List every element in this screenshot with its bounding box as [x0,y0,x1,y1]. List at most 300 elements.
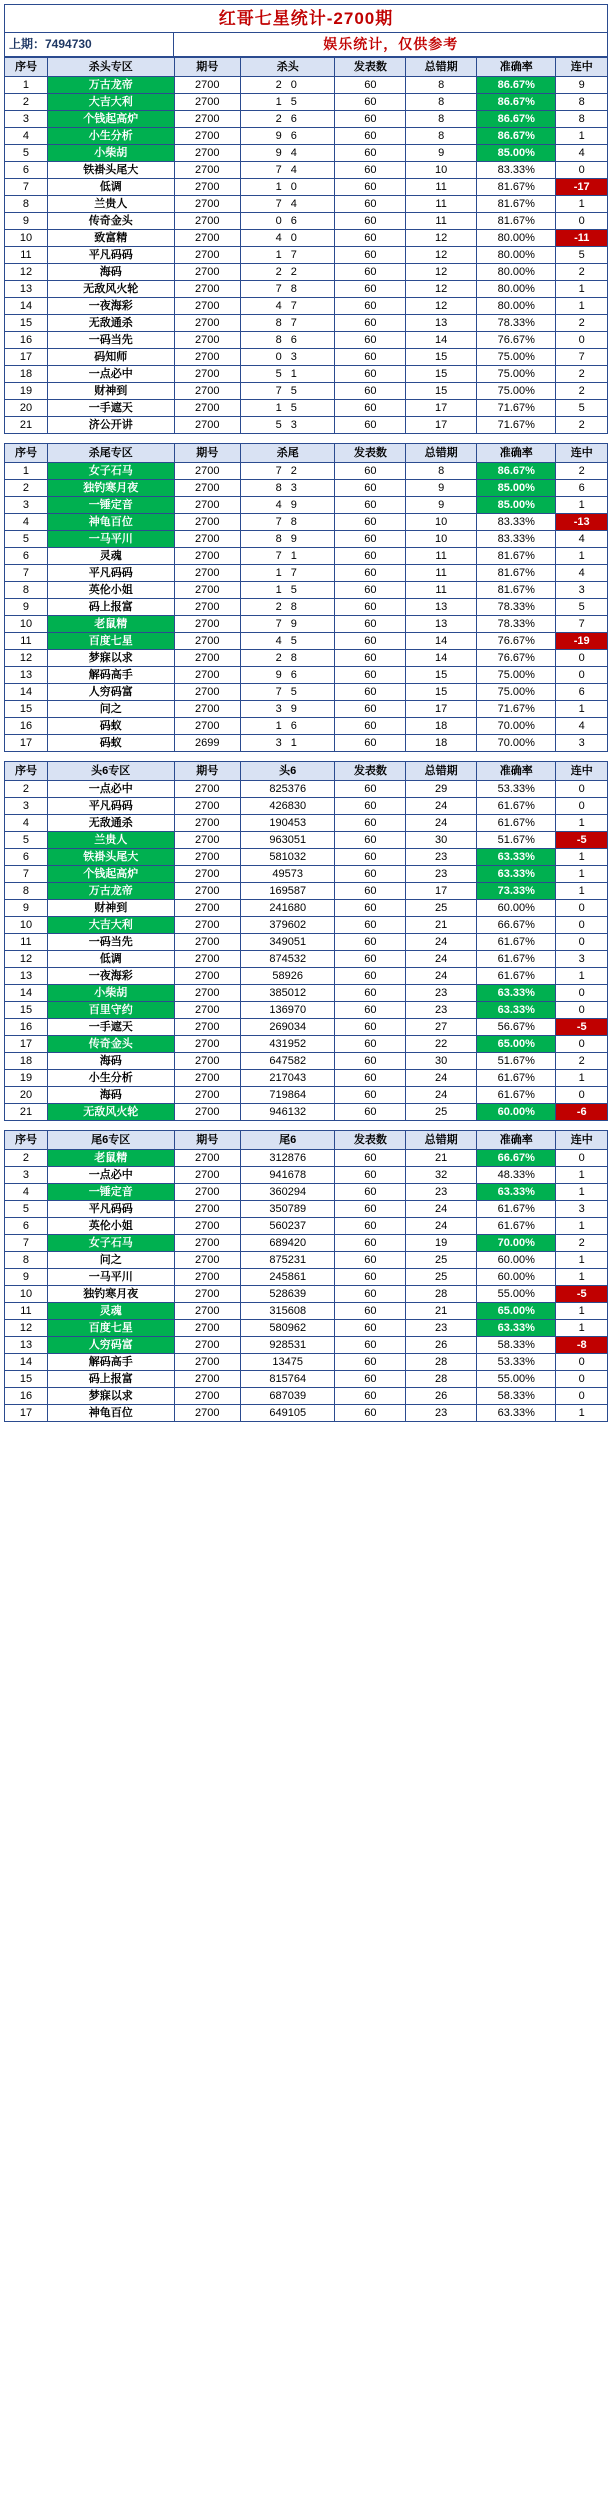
cell-streak: 4 [556,531,608,548]
cell-author-name[interactable]: 女子石马 [47,1235,174,1252]
cell-accuracy: 81.67% [477,196,556,213]
cell-count: 60 [335,281,406,298]
cell-index: 19 [5,383,48,400]
cell-author-name[interactable]: 女子石马 [47,463,174,480]
cell-value: 8 9 [241,531,335,548]
cell-author-name[interactable]: 海码 [47,264,174,281]
cell-period: 2700 [174,179,241,196]
cell-accuracy: 63.33% [477,1320,556,1337]
cell-author-name[interactable]: 英伦小姐 [47,582,174,599]
cell-accuracy: 81.67% [477,548,556,565]
col-header-zone[interactable]: 杀头专区 [47,58,174,77]
table-gap [4,752,608,761]
cell-author-name[interactable]: 一点必中 [47,1167,174,1184]
cell-value: 0 3 [241,349,335,366]
cell-author-name[interactable]: 铁褂头尾大 [47,849,174,866]
cell-index: 6 [5,1218,48,1235]
table-header-row [5,1131,608,1150]
cell-author-name[interactable]: 一锤定音 [47,497,174,514]
cell-author-name[interactable]: 独钓寒月夜 [47,1286,174,1303]
cell-period: 2700 [174,1019,241,1036]
cell-value: 7 4 [241,196,335,213]
col-header-count[interactable]: 发表数 [335,1131,406,1150]
cell-period: 2700 [174,298,241,315]
cell-value: 7 5 [241,684,335,701]
cell-author-name[interactable]: 一手遮天 [47,1019,174,1036]
cell-author-name[interactable]: 独钓寒月夜 [47,480,174,497]
cell-value: 190453 [241,815,335,832]
cell-author-name[interactable]: 铁褂头尾大 [47,162,174,179]
cell-author-name[interactable]: 一锤定音 [47,1184,174,1201]
cell-period: 2700 [174,94,241,111]
col-header-total-err[interactable]: 总错期 [406,1131,477,1150]
cell-index: 10 [5,917,48,934]
cell-count: 60 [335,616,406,633]
cell-streak: 1 [556,196,608,213]
table-row [5,934,608,951]
cell-author-name[interactable]: 百度七星 [47,1320,174,1337]
table-row [5,145,608,162]
cell-index: 5 [5,145,48,162]
cell-index: 10 [5,616,48,633]
cell-total-error: 24 [406,1201,477,1218]
col-header-accuracy[interactable]: 准确率 [477,444,556,463]
cell-total-error: 25 [406,1104,477,1121]
cell-count: 60 [335,1002,406,1019]
col-header-total-err[interactable]: 总错期 [406,444,477,463]
cell-author-name[interactable]: 灵魂 [47,548,174,565]
col-header-accuracy[interactable]: 准确率 [477,762,556,781]
col-header-value[interactable]: 头6 [241,762,335,781]
cell-total-error: 26 [406,1388,477,1405]
cell-author-name[interactable]: 码知师 [47,349,174,366]
cell-author-name[interactable]: 人穷码富 [47,684,174,701]
cell-total-error: 8 [406,111,477,128]
cell-accuracy: 78.33% [477,616,556,633]
cell-author-name[interactable]: 小生分析 [47,1070,174,1087]
cell-streak: 1 [556,866,608,883]
cell-count: 60 [335,1388,406,1405]
cell-author-name[interactable]: 兰贵人 [47,832,174,849]
cell-count: 60 [335,866,406,883]
cell-streak: 1 [556,1303,608,1320]
col-header-streak[interactable]: 连中 [556,1131,608,1150]
cell-period: 2700 [174,798,241,815]
cell-value: 8 6 [241,332,335,349]
cell-author-name[interactable]: 老鼠精 [47,1150,174,1167]
cell-author-name[interactable]: 梦寐以求 [47,1388,174,1405]
cell-count: 60 [335,145,406,162]
cell-author-name[interactable]: 百度七星 [47,633,174,650]
cell-author-name[interactable]: 问之 [47,1252,174,1269]
col-header-accuracy[interactable]: 准确率 [477,1131,556,1150]
cell-period: 2700 [174,332,241,349]
title-row [5,5,608,33]
cell-count: 60 [335,650,406,667]
col-header-streak[interactable]: 连中 [556,58,608,77]
cell-author-name[interactable]: 海码 [47,1087,174,1104]
cell-index: 4 [5,514,48,531]
col-header-index[interactable]: 序号 [5,1131,48,1150]
cell-author-name[interactable]: 码蚁 [47,735,174,752]
cell-author-name[interactable]: 码上报富 [47,1371,174,1388]
page-title: 红哥七星统计-2700期 [5,5,608,33]
cell-author-name[interactable]: 一夜海彩 [47,968,174,985]
cell-author-name[interactable]: 万古龙帝 [47,77,174,94]
cell-accuracy: 81.67% [477,179,556,196]
cell-accuracy: 86.67% [477,77,556,94]
cell-count: 60 [335,315,406,332]
cell-accuracy: 85.00% [477,497,556,514]
col-header-zone[interactable]: 尾6专区 [47,1131,174,1150]
table-row [5,213,608,230]
cell-author-name[interactable]: 灵魂 [47,1303,174,1320]
cell-index: 1 [5,77,48,94]
cell-total-error: 11 [406,196,477,213]
cell-streak: -6 [556,1104,608,1121]
cell-accuracy: 61.67% [477,934,556,951]
cell-index: 3 [5,111,48,128]
table-row [5,718,608,735]
col-header-period[interactable]: 期号 [174,1131,241,1150]
cell-value: 385012 [241,985,335,1002]
cell-author-name[interactable]: 神龟百位 [47,1405,174,1422]
cell-author-name[interactable]: 大吉大利 [47,94,174,111]
col-header-accuracy[interactable]: 准确率 [477,58,556,77]
cell-author-name[interactable]: 小柴胡 [47,145,174,162]
cell-value: 245861 [241,1269,335,1286]
cell-accuracy: 65.00% [477,1036,556,1053]
cell-count: 60 [335,599,406,616]
cell-period: 2700 [174,128,241,145]
col-header-count[interactable]: 发表数 [335,762,406,781]
cell-index: 7 [5,1235,48,1252]
cell-author-name[interactable]: 致富精 [47,230,174,247]
cell-accuracy: 75.00% [477,349,556,366]
cell-count: 60 [335,849,406,866]
cell-period: 2700 [174,1388,241,1405]
cell-value: 580962 [241,1320,335,1337]
cell-author-name[interactable]: 无敌风火轮 [47,1104,174,1121]
table-row [5,883,608,900]
table-row [5,582,608,599]
table-row [5,111,608,128]
cell-period: 2700 [174,213,241,230]
cell-total-error: 17 [406,417,477,434]
cell-author-name[interactable]: 一马平川 [47,531,174,548]
cell-author-name[interactable]: 万古龙帝 [47,883,174,900]
cell-author-name[interactable]: 码上报富 [47,599,174,616]
cell-index: 17 [5,735,48,752]
cell-accuracy: 83.33% [477,162,556,179]
cell-author-name[interactable]: 一码当先 [47,332,174,349]
cell-count: 60 [335,332,406,349]
cell-accuracy: 51.67% [477,832,556,849]
cell-period: 2700 [174,230,241,247]
cell-streak: 0 [556,1354,608,1371]
cell-total-error: 30 [406,1053,477,1070]
cell-value: 136970 [241,1002,335,1019]
cell-total-error: 14 [406,332,477,349]
table-row [5,1371,608,1388]
cell-total-error: 8 [406,94,477,111]
cell-author-name[interactable]: 一点必中 [47,781,174,798]
col-header-value[interactable]: 杀尾 [241,444,335,463]
cell-accuracy: 60.00% [477,1104,556,1121]
cell-author-name[interactable]: 无敌通杀 [47,815,174,832]
cell-accuracy: 70.00% [477,718,556,735]
table-row [5,383,608,400]
cell-count: 60 [335,366,406,383]
table-row [5,1002,608,1019]
cell-streak: 1 [556,1184,608,1201]
cell-author-name[interactable]: 低调 [47,179,174,196]
cell-count: 60 [335,701,406,718]
col-header-index[interactable]: 序号 [5,762,48,781]
cell-accuracy: 76.67% [477,633,556,650]
cell-author-name[interactable]: 平凡码码 [47,1201,174,1218]
cell-streak: 5 [556,400,608,417]
table-row [5,247,608,264]
cell-accuracy: 71.67% [477,400,556,417]
cell-author-name[interactable]: 一马平川 [47,1269,174,1286]
cell-streak: 1 [556,298,608,315]
cell-value: 9 4 [241,145,335,162]
cell-value: 4 5 [241,633,335,650]
cell-streak: 0 [556,1087,608,1104]
cell-streak: 1 [556,849,608,866]
cell-streak: 1 [556,128,608,145]
col-header-streak[interactable]: 连中 [556,762,608,781]
cell-value: 379602 [241,917,335,934]
col-header-zone[interactable]: 杀尾专区 [47,444,174,463]
cell-value: 7 1 [241,548,335,565]
cell-author-name[interactable]: 一码当先 [47,934,174,951]
cell-author-name[interactable]: 一手遮天 [47,400,174,417]
col-header-total-err[interactable]: 总错期 [406,762,477,781]
cell-count: 60 [335,1167,406,1184]
cell-accuracy: 48.33% [477,1167,556,1184]
cell-author-name[interactable]: 个钱起高炉 [47,111,174,128]
col-header-value[interactable]: 杀头 [241,58,335,77]
col-header-count[interactable]: 发表数 [335,444,406,463]
cell-index: 1 [5,463,48,480]
cell-total-error: 23 [406,849,477,866]
cell-count: 60 [335,480,406,497]
cell-value: 560237 [241,1218,335,1235]
table-header-row [5,444,608,463]
cell-index: 5 [5,832,48,849]
cell-count: 60 [335,985,406,1002]
col-header-count[interactable]: 发表数 [335,58,406,77]
cell-total-error: 21 [406,917,477,934]
cell-total-error: 17 [406,400,477,417]
col-header-zone[interactable]: 头6专区 [47,762,174,781]
col-header-period[interactable]: 期号 [174,58,241,77]
cell-index: 21 [5,417,48,434]
cell-accuracy: 65.00% [477,1303,556,1320]
cell-period: 2700 [174,985,241,1002]
cell-value: 315608 [241,1303,335,1320]
cell-period: 2700 [174,1303,241,1320]
tables-container [4,57,608,1422]
cell-total-error: 12 [406,298,477,315]
cell-author-name[interactable]: 平凡码码 [47,565,174,582]
cell-total-error: 24 [406,798,477,815]
cell-total-error: 9 [406,145,477,162]
cell-total-error: 11 [406,179,477,196]
table-row [5,548,608,565]
cell-author-name[interactable]: 个钱起高炉 [47,866,174,883]
cell-total-error: 11 [406,548,477,565]
col-header-index[interactable]: 序号 [5,58,48,77]
table-row [5,1104,608,1121]
table-row [5,463,608,480]
table-row [5,1053,608,1070]
subtitle-row [5,33,608,57]
cell-accuracy: 55.00% [477,1286,556,1303]
cell-value: 963051 [241,832,335,849]
cell-index: 18 [5,366,48,383]
cell-period: 2700 [174,315,241,332]
cell-accuracy: 63.33% [477,1405,556,1422]
cell-author-name[interactable]: 海码 [47,1053,174,1070]
cell-count: 60 [335,1087,406,1104]
cell-author-name[interactable]: 兰贵人 [47,196,174,213]
cell-period: 2700 [174,718,241,735]
cell-author-name[interactable]: 传奇金头 [47,213,174,230]
cell-index: 4 [5,815,48,832]
cell-total-error: 25 [406,1269,477,1286]
cell-streak: 7 [556,349,608,366]
cell-value: 7 8 [241,281,335,298]
cell-value: 7 2 [241,463,335,480]
cell-period: 2700 [174,1252,241,1269]
cell-author-name[interactable]: 财神到 [47,900,174,917]
cell-count: 60 [335,1354,406,1371]
table-row [5,1337,608,1354]
cell-author-name[interactable]: 济公开讲 [47,417,174,434]
cell-count: 60 [335,400,406,417]
cell-total-error: 11 [406,582,477,599]
table-row [5,77,608,94]
cell-index: 11 [5,934,48,951]
cell-index: 2 [5,480,48,497]
table-row [5,951,608,968]
cell-index: 10 [5,1286,48,1303]
cell-author-name[interactable]: 解码高手 [47,667,174,684]
cell-index: 4 [5,128,48,145]
cell-count: 60 [335,196,406,213]
cell-count: 60 [335,917,406,934]
cell-count: 60 [335,684,406,701]
col-header-value[interactable]: 尾6 [241,1131,335,1150]
cell-period: 2700 [174,1218,241,1235]
cell-count: 60 [335,417,406,434]
cell-streak: 0 [556,985,608,1002]
cell-author-name[interactable]: 财神到 [47,383,174,400]
cell-count: 60 [335,1235,406,1252]
cell-value: 1 0 [241,179,335,196]
cell-author-name[interactable]: 小柴胡 [47,985,174,1002]
cell-author-name[interactable]: 解码高手 [47,1354,174,1371]
table-row [5,917,608,934]
cell-count: 60 [335,531,406,548]
cell-period: 2700 [174,1201,241,1218]
table-row [5,264,608,281]
table-row [5,815,608,832]
cell-author-name[interactable]: 无敌风火轮 [47,281,174,298]
col-header-total-err[interactable]: 总错期 [406,58,477,77]
cell-streak: 1 [556,1252,608,1269]
cell-count: 60 [335,781,406,798]
cell-index: 9 [5,599,48,616]
cell-streak: 1 [556,1320,608,1337]
cell-author-name[interactable]: 英伦小姐 [47,1218,174,1235]
cell-author-name[interactable]: 梦寐以求 [47,650,174,667]
cell-author-name[interactable]: 小生分析 [47,128,174,145]
cell-streak: 0 [556,1002,608,1019]
col-header-period[interactable]: 期号 [174,762,241,781]
cell-index: 14 [5,684,48,701]
cell-author-name[interactable]: 平凡码码 [47,798,174,815]
cell-count: 60 [335,667,406,684]
cell-author-name[interactable]: 平凡码码 [47,247,174,264]
cell-index: 19 [5,1070,48,1087]
cell-author-name[interactable]: 百里守约 [47,1002,174,1019]
col-header-period[interactable]: 期号 [174,444,241,463]
cell-total-error: 10 [406,162,477,179]
table-row [5,1388,608,1405]
cell-period: 2700 [174,1371,241,1388]
cell-author-name[interactable]: 人穷码富 [47,1337,174,1354]
cell-author-name[interactable]: 一夜海彩 [47,298,174,315]
cell-period: 2700 [174,684,241,701]
cell-count: 60 [335,1303,406,1320]
cell-total-error: 28 [406,1354,477,1371]
cell-count: 60 [335,111,406,128]
cell-author-name[interactable]: 老鼠精 [47,616,174,633]
table-row [5,1070,608,1087]
cell-accuracy: 71.67% [477,701,556,718]
cell-author-name[interactable]: 码蚁 [47,718,174,735]
cell-streak: 0 [556,162,608,179]
cell-value: 4 7 [241,298,335,315]
cell-author-name[interactable]: 神龟百位 [47,514,174,531]
cell-author-name[interactable]: 传奇金头 [47,1036,174,1053]
cell-period: 2700 [174,463,241,480]
cell-author-name[interactable]: 问之 [47,701,174,718]
cell-author-name[interactable]: 无敌通杀 [47,315,174,332]
cell-index: 15 [5,1002,48,1019]
col-header-streak[interactable]: 连中 [556,444,608,463]
col-header-index[interactable]: 序号 [5,444,48,463]
cell-author-name[interactable]: 低调 [47,951,174,968]
cell-total-error: 32 [406,1167,477,1184]
cell-streak: 1 [556,497,608,514]
cell-accuracy: 76.67% [477,650,556,667]
cell-index: 11 [5,1303,48,1320]
cell-value: 2 0 [241,77,335,94]
cell-index: 20 [5,1087,48,1104]
cell-index: 3 [5,497,48,514]
cell-streak: 2 [556,417,608,434]
prev-period-label: 上期：7494730 [5,33,174,57]
cell-author-name[interactable]: 大吉大利 [47,917,174,934]
cell-period: 2700 [174,616,241,633]
cell-author-name[interactable]: 一点必中 [47,366,174,383]
cell-streak: 3 [556,951,608,968]
